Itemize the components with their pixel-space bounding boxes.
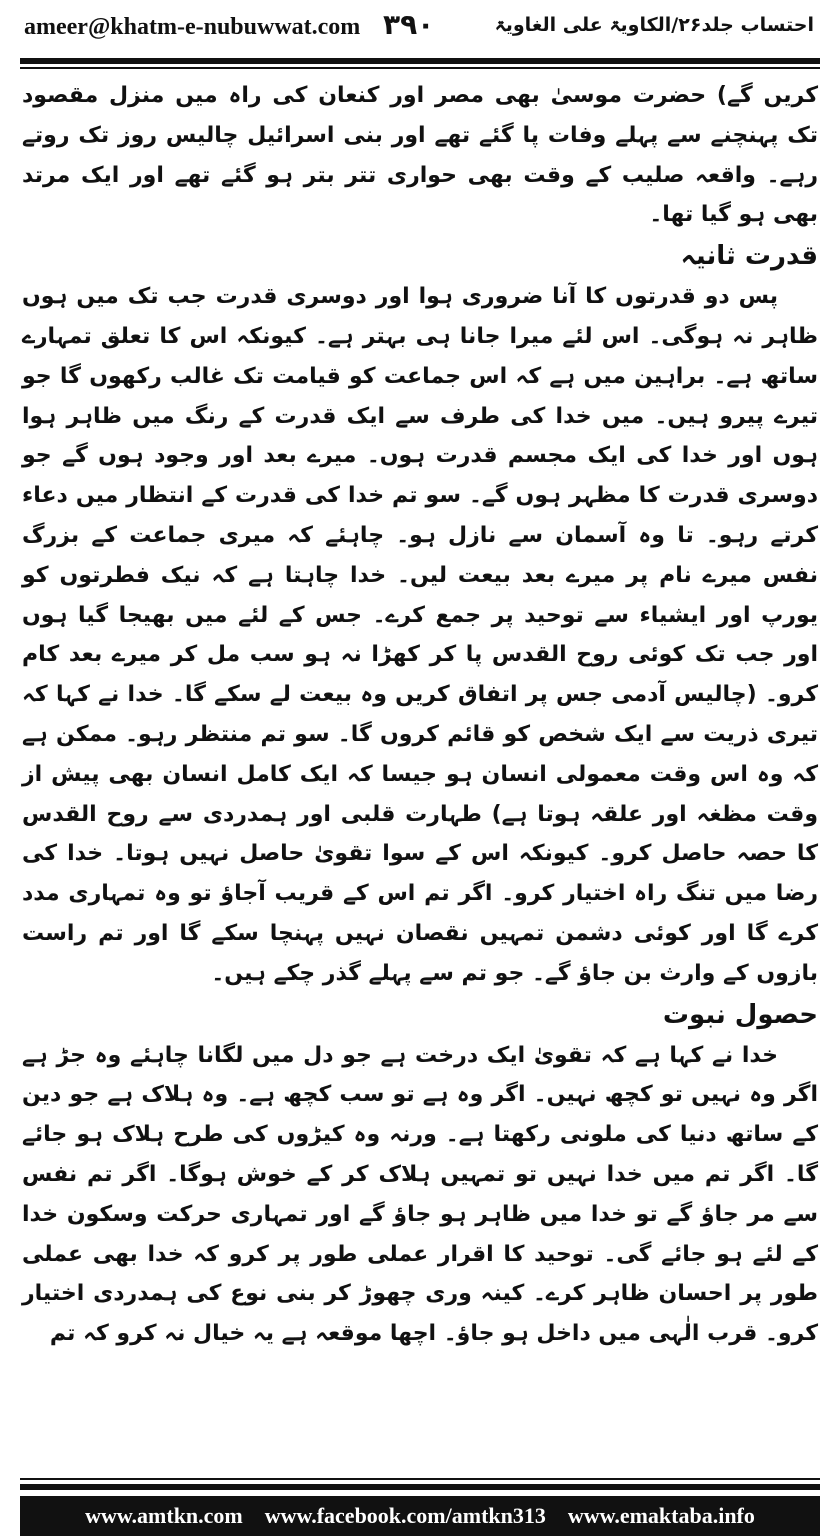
page-footer — [0, 1474, 840, 1540]
footer-link-amtkn[interactable]: www.amtkn.com — [85, 1503, 243, 1528]
book-title: احتساب جلد۲۶/الکاویۃ علی الغاویۃ — [494, 14, 814, 36]
header-rule-thin — [20, 67, 820, 69]
heading-husool-nabuwwat: حصول نبوت — [662, 999, 818, 1030]
footer-rule-thick — [20, 1484, 820, 1490]
paragraph-2: پس دو قدرتوں کا آنا ضروری ہوا اور دوسری قدرت جب تک میں ہوں ظاہر نہ ہوگی۔ اس لئے میرا جانا ہی بہتر ہے۔ کیونکہ اس کا تعلق تمہارے ساتھ ہے۔ براہین میں ہے کہ اس جماعت کو قیامت تک غالب رکھوں گا جو تیرے پیرو ہیں۔ میں خدا کی طرف سے ایک قدرت کے رنگ میں ظاہر ہوا ہوں اور خدا کی ایک مجسم قدرت ہوں۔ میرے بعد اور وجود ہوں گے جو دوسری قدرت کا مظہر ہوں گے۔ سو تم خدا کی قدرت کے انتظار میں دعاء کرتے رہو۔ تا وہ آسمان سے نازل ہو۔ چاہئے کہ میری جماعت کے بزرگ نفس میرے نام پر میرے بعد بیعت لیں۔ خدا چاہتا ہے کہ نیک فطرتوں کو یورپ اور ایشیاء سے توحید پر جمع کرے۔ جس کے لئے میں بھیجا گیا ہوں اور جب تک کوئی روح القدس پا کر کھڑا نہ ہو سب مل کر میرے بعد کام کرو۔ (چالیس آدمی جس پر اتفاق کریں وہ بیعت لے سکے گا۔ خدا نے کہا کہ تیری ذریت سے ایک شخص کو قائم کروں گا۔ سو تم منتظر رہو۔ ممکن ہے کہ وہ اس وقت معمولی انسان ہو جیسا کہ ایک کامل انسان بھی پیش از وقت مظغہ اور علقہ ہوتا ہے) طہارت قلبی اور ہمدردی سے روح القدس کا حصہ حاصل کرو۔ کیونکہ اس کے سوا تقویٰ حاصل نہیں ہوتا۔ خدا کی رضا میں تنگ راہ اختیار کرو۔ اگر تم اس کے قریب آجاؤ تو وہ تمہاری مدد کرے گا اور کوئی دشمن تمہیں نقصان نہیں پہنچا سکے گا اور تم راست بازوں کے وارث بن جاؤ گے۔ جو تم سے پہلے گذر چکے ہیں۔ — [22, 284, 818, 986]
page-header — [0, 0, 840, 64]
footer-link-emaktaba[interactable]: www.emaktaba.info — [567, 1503, 755, 1528]
footer-link-facebook[interactable]: www.facebook.com/amtkn313 — [264, 1503, 546, 1528]
footer-links-bar — [20, 1496, 820, 1536]
page-body — [22, 76, 818, 1470]
header-email: ameer@khatm-e-nubuwwat.com — [24, 14, 361, 40]
footer-rule-thin — [20, 1478, 820, 1480]
header-rule-thick — [20, 58, 820, 64]
page-number: ۳۹۰ — [383, 8, 435, 41]
paragraph-1: کریں گے) حضرت موسیٰ بھی مصر اور کنعان کی راہ میں منزل مقصود تک پہنچنے سے پہلے وفات پا گئے تھے اور بنی اسرائیل چالیس روز تک روتے رہے۔ واقعہ صلیب کے وقت بھی حواری تتر بتر ہو گئے تھے اور ایک مرتد بھی ہو گیا تھا۔ — [22, 83, 818, 228]
heading-qudrat-saniya: قدرت ثانیہ — [680, 241, 818, 272]
paragraph-3: خدا نے کہا ہے کہ تقویٰ ایک درخت ہے جو دل میں لگانا چاہئے وہ جڑ ہے اگر وہ نہیں تو کچھ نہیں۔ اگر وہ ہے تو سب کچھ ہے۔ وہ ہلاک ہے جو دین کے ساتھ دنیا کی ملونی رکھتا ہے۔ ورنہ وہ کیڑوں کی طرح ہلاک ہو جائے گا۔ اگر تم میں خدا نہیں تو تمہیں ہلاک کر کے خوش ہوگا۔ اگر تم نفس سے مر جاؤ گے تو خدا میں ظاہر ہو جاؤ گے اور تمہاری حرکت وسکون خدا کے لئے ہو جائے گی۔ توحید کا اقرار عملی طور پر کرو کہ خدا بھی عملی طور پر احسان ظاہر کرے۔ کینہ وری چھوڑ کر بنی نوع کی ہمدردی اختیار کرو۔ قرب الٰہی میں داخل ہو جاؤ۔ اچھا موقعہ ہے یہ خیال نہ کرو کہ تم — [22, 1042, 818, 1347]
